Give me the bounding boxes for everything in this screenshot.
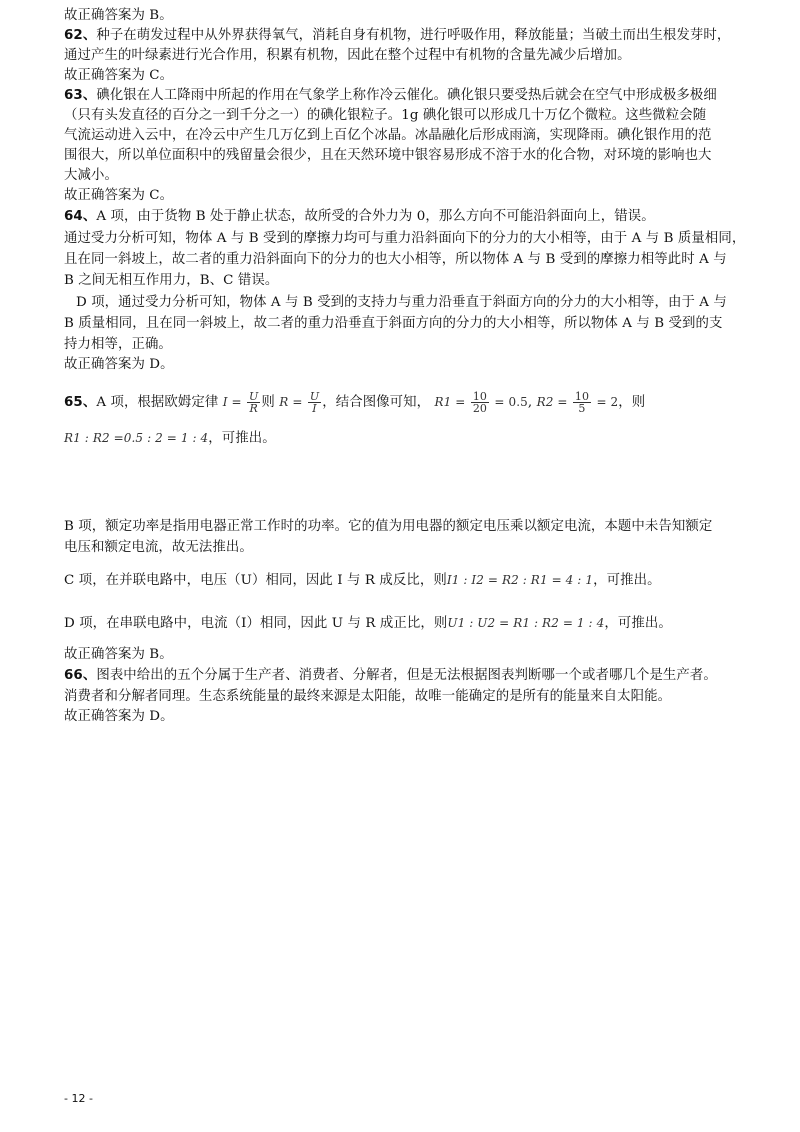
question-64-line-6: B 质量相同，且在同一斜坡上，故二者的重力沿垂直于斜面方向的分力的大小相等，所以物体 A 与 B 受到的支 xyxy=(64,316,723,331)
question-number: 65、 xyxy=(64,395,97,410)
question-64-line-2: 通过受力分析可知，物体 A 与 B 受到的摩擦力均可与重力沿斜面向下的分力的大小相等，由于 A 与 B 质量相同， xyxy=(64,231,746,246)
question-number: 66、 xyxy=(64,668,97,683)
text: ，结合图像可知， xyxy=(322,395,431,410)
ratio-formula: I1 : I2 = R2 : R1 = 4 : 1 xyxy=(446,573,594,587)
denominator: 5 xyxy=(578,402,586,415)
text: 则 xyxy=(261,395,275,410)
fraction-u-over-i xyxy=(308,391,321,414)
denominator: I xyxy=(312,402,317,415)
question-64-line-1 xyxy=(64,207,655,227)
answer-line: 故正确答案为 B。 xyxy=(64,647,173,662)
question-64-line-7: 持力相等，正确。 xyxy=(64,337,172,352)
fraction-10-over-5 xyxy=(573,391,591,414)
text: ，可推出。 xyxy=(593,573,661,588)
question-number: 63、 xyxy=(64,88,97,103)
text: ，则 xyxy=(618,395,646,410)
answer-line: 故正确答案为 D。 xyxy=(64,709,174,724)
question-65-line-1: 65、A 项，根据欧姆定律 I = $\frac{U}{R}$ 则 R = $\frac{U}{I}$ ，结合图像可知， R1 = $\frac{10}{20}$ = 0.5, R2 = $\frac{10}{5}$ = 2，则 xyxy=(64,390,646,415)
text: A 项，根据欧姆定律 xyxy=(96,395,219,410)
answer-line: 故正确答案为 D。 xyxy=(64,357,174,372)
denominator: 20 xyxy=(472,402,488,415)
numerator: U xyxy=(249,390,259,403)
text: ，可推出。 xyxy=(208,431,276,446)
page-number: - 12 - xyxy=(64,1092,93,1105)
text: ，可推出。 xyxy=(604,616,672,631)
question-66-line-2: 消费者和分解者同理。生态系统能量的最终来源是太阳能，故唯一能确定的是所有的能量来自太阳能。 xyxy=(64,689,672,704)
text: 碘化银在人工降雨中所起的作用在气象学上称作冷云催化。碘化银只要受热后就会在空气中形成极多极细 xyxy=(96,88,717,103)
question-number: 62、 xyxy=(64,28,97,43)
question-62-line-2: 通过产生的叶绿素进行光合作用，积累有机物，因此在整个过程中有机物的含量先减少后增加。 xyxy=(64,48,631,63)
value-r1: = 0.5 xyxy=(494,395,528,409)
answer-line: 故正确答案为 C。 xyxy=(64,68,174,83)
fraction-10-over-20 xyxy=(471,391,489,414)
question-64-line-5: D 项，通过受力分析可知，物体 A 与 B 受到的支持力与重力沿垂直于斜面方向的分力的大小相等，由于 A 与 xyxy=(76,295,727,310)
question-63-line-3: 气流运动进入云中，在冷云中产生几万亿到上百亿个冰晶。冰晶融化后形成雨滴，实现降雨。碘化银作用的范 xyxy=(64,128,712,143)
ratio-formula: U1 : U2 = R1 : R2 = 1 : 4 xyxy=(447,616,605,630)
question-64-line-3: 且在同一斜坡上，故二者的重力沿斜面向下的分力的也大小相等，所以物体 A 与 B 受到的摩擦力相等此时 A 与 xyxy=(64,252,727,267)
question-63-line-1 xyxy=(64,86,717,106)
text: C 项，在并联电路中，电压（U）相同，因此 I 与 R 成反比，则 xyxy=(64,573,447,588)
question-63-line-4: 围很大，所以单位面积中的残留量会很少，且在天然环境中银容易形成不溶于水的化合物，对环境的影响也大 xyxy=(64,148,712,163)
formula-i: I = xyxy=(222,395,242,409)
numerator: 10 xyxy=(574,390,590,403)
answer-line: 故正确答案为 B。 xyxy=(64,8,173,23)
question-65-line-2 xyxy=(64,428,276,449)
question-number: 64、 xyxy=(64,209,97,224)
question-65-line-4: 电压和额定电流，故无法推出。 xyxy=(64,540,253,555)
formula-r1: R1 = xyxy=(434,395,466,409)
question-65-line-5 xyxy=(64,570,661,591)
numerator: 10 xyxy=(472,390,488,403)
text: D 项，在串联电路中，电流（I）相同，因此 U 与 R 成正比，则 xyxy=(64,616,448,631)
question-62-line-1 xyxy=(64,26,730,46)
question-65-line-6 xyxy=(64,613,672,634)
question-64-line-4: B 之间无相互作用力，B、C 错误。 xyxy=(64,273,279,288)
ratio-formula: R1 : R2 =0.5 : 2 = 1 : 4 xyxy=(64,431,209,445)
text: 图表中给出的五个分属于生产者、消费者、分解者，但是无法根据图表判断哪一个或者哪几个是生产者。 xyxy=(96,668,717,683)
question-66-line-1 xyxy=(64,666,717,686)
formula-r2: R2 = xyxy=(536,395,568,409)
value-r2: = 2 xyxy=(596,395,619,409)
question-63-line-5: 大减小。 xyxy=(64,168,118,183)
formula-r: R = xyxy=(279,395,303,409)
question-65-line-3: B 项，额定功率是指用电器正常工作时的功率。它的值为用电器的额定电压乘以额定电流，本题中未告知额定 xyxy=(64,519,713,534)
answer-line: 故正确答案为 C。 xyxy=(64,188,174,203)
fraction-u-over-r xyxy=(247,391,260,414)
denominator: R xyxy=(249,402,258,415)
question-63-line-2: （只有头发直径的百分之一到千分之一）的碘化银粒子。1g 碘化银可以形成几十万亿个微粒。这些微粒会随 xyxy=(64,108,707,123)
numerator: U xyxy=(309,390,320,403)
text: A 项，由于货物 B 处于静止状态，故所受的合外力为 0，那么方向不可能沿斜面向上，错误。 xyxy=(96,209,655,224)
text: 种子在萌发过程中从外界获得氧气，消耗自身有机物，进行呼吸作用，释放能量；当破土而出生根发芽时， xyxy=(96,28,731,43)
